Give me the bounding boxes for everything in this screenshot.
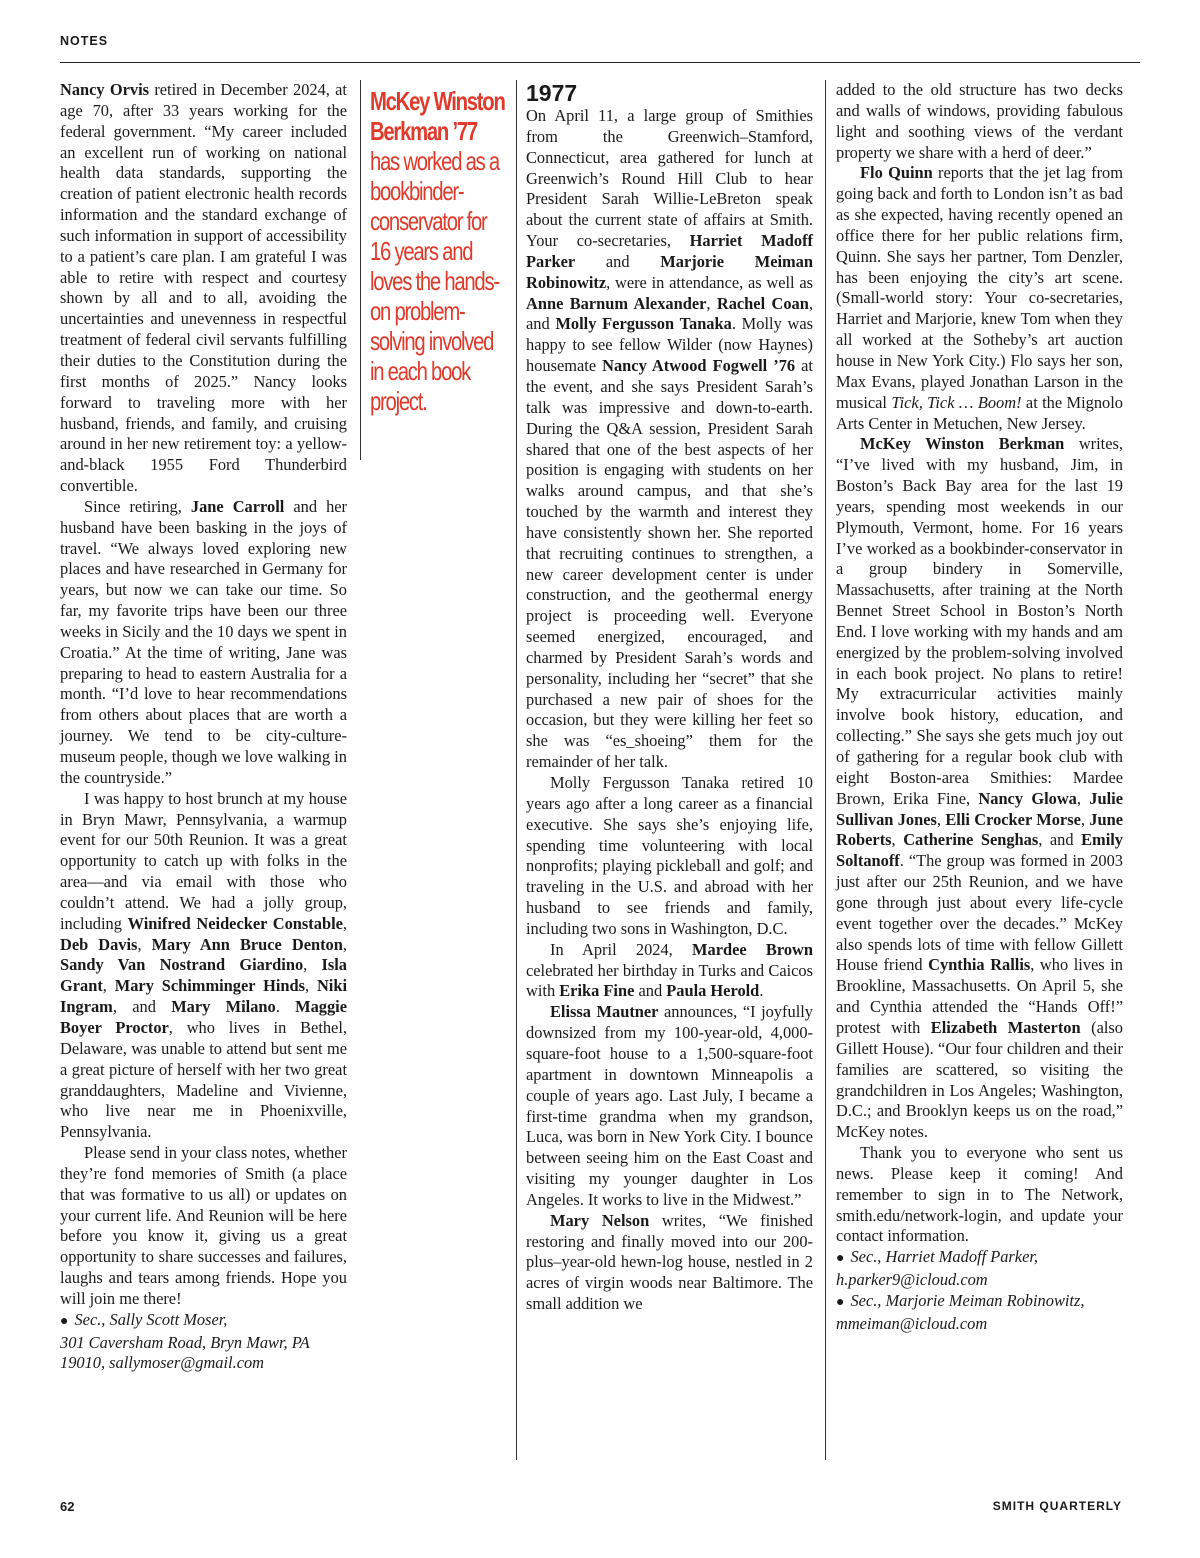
secretary-name: Sec., Marjorie Meiman Robinowitz, xyxy=(850,1290,1085,1310)
name-highlight: Elli Crocker Morse xyxy=(945,809,1081,829)
name-highlight: Catherine Senghas xyxy=(903,830,1039,850)
top-rule xyxy=(60,62,1140,63)
column-3 xyxy=(526,80,813,1315)
secretary-name: Sec., Sally Scott Moser, xyxy=(74,1309,228,1329)
name-highlight: Nancy Orvis xyxy=(60,80,150,99)
text-run: On April 11, a large group of Smithies from the Greenwich–Stamford, Connecticut, area gathered for lunch at Greenwich’s Round Hill Club to hear President Sarah Willie-LeBreton speak about the current state of affairs at Smith. Your co-secretaries, xyxy=(526,106,813,251)
text-run: , xyxy=(706,293,717,313)
paragraph-nancy-orvis xyxy=(60,80,347,497)
text-run: and xyxy=(575,251,661,271)
text-run: , xyxy=(304,976,317,996)
paragraph-mary-nelson-continued xyxy=(836,80,1123,163)
name-highlight: Sandy Van Nostrand Giardino xyxy=(60,955,304,975)
text-run: Molly Fergusson Tanaka retired 10 years ago after a long career as a financial executive. She says she’s enjoying life, spending time volunteering with local nonprofits; playing pickleball and golf; and traveling in the U.S. and abroad with her husband to see friends and family, including two sons in Washington, D.C. xyxy=(526,773,813,938)
paragraph-molly-tanaka xyxy=(526,773,813,940)
name-highlight: Nancy Glowa xyxy=(978,788,1077,808)
paragraph-mardee-brown xyxy=(526,940,813,1003)
text-run: added to the old structure has two decks and walls of windows, providing fabulous light and soothing views of the verdant property we share with a herd of deer.” xyxy=(836,80,1123,162)
name-highlight: Molly Fergusson Tanaka xyxy=(555,314,732,334)
class-year-heading: 1977 xyxy=(526,80,578,106)
text-run: (also Gillett House). “Our four children and their families are scattered, so visiting the grandchildren in Los Angeles; Washington, D.C.; and Brooklyn keeps us on the road,” McKey notes. xyxy=(836,1017,1123,1142)
text-run: Thank you to everyone who sent us news. Please keep it coming! And remember to sign in to The Network, smith.edu/network-login, and update your contact information. xyxy=(836,1143,1123,1246)
name-highlight: Isla Grant xyxy=(60,955,347,996)
text-run: . Molly was happy to see fellow Wilder (now Haynes) housemate xyxy=(526,314,814,376)
secretary-name: Sec., Harriet Madoff Parker, xyxy=(850,1247,1039,1267)
paragraph-brunch xyxy=(60,789,347,1143)
paragraph-mary-nelson xyxy=(526,1211,813,1315)
name-highlight: Flo Quinn xyxy=(860,163,933,183)
paragraph-elissa-mautner xyxy=(526,1002,813,1210)
column-divider xyxy=(360,80,361,460)
name-highlight: Mary Nelson xyxy=(550,1210,650,1230)
pull-quote-body: has worked as a bookbinder-conservator for 16 years and loves the hands-on problem-solving involved in each book project. xyxy=(370,146,499,416)
text-run: In April 2024, xyxy=(550,939,693,959)
text-run: announces, “I joyfully downsized from my 100-year-old, 4,000-square-foot house to a 1,500-square-foot apartment in downtown Minneapolis a couple of years ago. Last July, I became a first-time grandma when my grandson, Luca, was born in New York City. I bounce between seeing him on the East Coast and visiting my younger daughter in Los Angeles. It works to live in the Midwest.” xyxy=(526,1002,813,1209)
name-highlight: Elizabeth Masterton xyxy=(930,1017,1081,1037)
name-highlight: Paula Herold xyxy=(666,981,760,1001)
text-run: . “The group was formed in 2003 just after our 25th Reunion, and we have gone through just about every life-cycle event together over the decades.” McKey also spends lots of time with fellow Gillett House friend xyxy=(836,851,1123,975)
name-highlight: Cynthia Rallis xyxy=(928,955,1031,975)
name-highlight: Niki Ingram xyxy=(60,976,347,1017)
text-run: , xyxy=(342,913,348,933)
name-highlight: Mary Ann Bruce Denton xyxy=(151,934,343,954)
name-highlight: Jane Carroll xyxy=(190,496,285,516)
pull-quote-name: McKey Winston Berkman ’77 xyxy=(370,86,505,146)
text-run: . xyxy=(759,981,764,1001)
paragraph-jane-carroll xyxy=(60,497,347,789)
name-highlight: McKey Winston Berkman xyxy=(860,434,1065,454)
paragraph-flo-quinn xyxy=(836,163,1123,434)
name-highlight: Anne Barnum Alexander xyxy=(526,293,707,313)
text-run: at the Mignolo Arts Center in Metuchen, New Jersey. xyxy=(836,392,1123,433)
secretary-address: 301 Caversham Road, Bryn Mawr, PA 19010, sallymoser@gmail.com xyxy=(60,1332,310,1373)
secretary-sally-moser xyxy=(60,1310,347,1375)
secretary-harriet-parker xyxy=(836,1247,1123,1291)
name-highlight: Emily Soltanoff xyxy=(836,830,1123,871)
section-label: NOTES xyxy=(60,34,109,48)
secretary-email: mmeiman@icloud.com xyxy=(836,1313,988,1333)
bullet-icon: ● xyxy=(836,1251,845,1267)
name-highlight: Rachel Coan xyxy=(716,293,809,313)
name-highlight: Maggie Boyer Proctor xyxy=(60,997,347,1037)
name-highlight: Marjorie Meiman Robinowitz xyxy=(526,251,813,292)
pull-quote xyxy=(370,86,510,416)
name-highlight: Harriet Madoff Parker xyxy=(526,231,813,271)
text-run: , xyxy=(137,934,152,954)
text-run: writes, “I’ve lived with my husband, Jim, in Boston’s Back Bay area for the last 19 years, spending most weekends in our Plymouth, Vermont, home. For 16 years I’ve worked as a bookbinder-conservator in a group bindery in Somerville, Massachusetts, after training at the North Bennet Street School in Boston’s North End. I love working with my hands and am energized by the problem-solving involved in each book project. No plans to retire! My extracurricular activities mainly involve book history, education, and collecting.” She says she gets much joy out of gathering for a regular book club with eight Boston-area Smithies: Mardee Brown, Erika Fine, xyxy=(836,434,1123,808)
text-run: Please send in your class notes, whether they’re fond memories of Smith (a place that was formative to us all) or updates on your current life. And Reunion will be here before you know it, giving us a great opportunity to share successes and failures, laughs and tears among friends. Hope you will join me there! xyxy=(60,1143,347,1308)
text-run: retired in December 2024, at age 70, after 33 years working for the federal government. “My career included an excellent run of working on national health data standards, supporting the creation of patient electronic health records information and the standard exchange of such information in support of accessibility to a patient’s care plan. I am grateful I was able to retire with respect and courtesy shown by all and to all, avoiding the uncertainties and unevenness in respectful treatment of federal civil servants fulfilling their duties to the Constitution during the first months of 2025.” Nancy looks forward to traveling more with her husband, friends, and family, and cruising around in her new retirement toy: a yellow-and-black 1955 Ford Thunderbird convertible. xyxy=(60,80,347,496)
column-divider xyxy=(516,80,517,1460)
text-run: , xyxy=(936,809,946,829)
bullet-icon: ● xyxy=(836,1294,845,1310)
column-divider xyxy=(825,80,826,1460)
text-run: writes, “We finished restoring and finally moved into our 200-plus–year-old hewn-log house, nestled in 2 acres of virgin woods near Baltimore. The small addition we xyxy=(526,1210,813,1314)
text-run: and xyxy=(634,981,667,1001)
text-run: . xyxy=(275,997,296,1017)
text-run: and her husband have been basking in the joys of travel. “We always loved exploring new places and have researched in Germany for years, but now we can take our time. So far, my favorite trips have been our three weeks in Sicily and the 10 days we spent in Croatia.” At the time of writing, Jane was preparing to head to eastern Australia for a month. “I’d love to hear recommendations from others about places that are worth a journey. We tend to be city-culture-museum people, though we love walking in the countryside.” xyxy=(60,496,348,787)
name-highlight: Nancy Atwood Fogwell ’76 xyxy=(602,356,796,376)
column-4 xyxy=(836,80,1123,1335)
column-1 xyxy=(60,80,347,1374)
text-run: , xyxy=(102,976,115,996)
bullet-icon: ● xyxy=(60,1313,69,1329)
text-run: , were in attendance, as well as xyxy=(606,272,813,292)
name-highlight: Winifred Neidecker Constable xyxy=(127,913,343,933)
text-run: , xyxy=(342,934,347,954)
name-highlight: Julie Sullivan Jones xyxy=(836,788,1123,829)
paragraph-thank-you xyxy=(836,1143,1123,1247)
text-run: I was happy to host brunch at my house in Bryn Mawr, Pennsylvania, a warmup event for our 50th Reunion. It was a great opportunity to catch up with folks in the area—and via email with those who couldn’t attend. We had a jolly group, including xyxy=(60,788,347,933)
text-run: reports that the jet lag from going back and forth to London isn’t as bad as she expected, having recently opened an office there for her public relations firm, Quinn. She says her partner, Tom Denzler, has been enjoying the city’s art scene. (Small-world story: Your co-secretaries, Harriet and Marjorie, knew Tom when they all worked at the Sotheby’s art auction house in New York City.) Flo says her son, Max Evans, played Jonathan Larson in the musical xyxy=(836,163,1123,412)
name-highlight: Deb Davis xyxy=(60,934,138,954)
text-run: , and xyxy=(112,997,172,1017)
name-highlight: Mary Schimminger Hinds xyxy=(114,976,305,996)
name-highlight: Elissa Mautner xyxy=(550,1002,659,1022)
paragraph-class-notes-request xyxy=(60,1143,347,1310)
text-run: , xyxy=(303,955,322,975)
text-run: , who lives in Brookline, Massachusetts. On April 5, she and Cynthia attended the “Hands Off!” protest with xyxy=(836,955,1123,1037)
text-run: , who lives in Bethel, Delaware, was unable to attend but sent me a great picture of herself with her two great granddaughters, Madeline and Vivienne, who live near me in Phoenixville, Pennsylvania. xyxy=(60,1017,347,1142)
text-run: at the event, and she says President Sarah’s talk was impressive and down-to-earth. During the Q&A session, President Sarah shared that one of the best aspects of her position is engaging with students on her walks around campus, and that she’s touched by the warmth and interest they have consistently shown her. She reported that recruiting continues to strengthen, a new career development center is under construction, and the geothermal energy project is proceeding well. Everyone seemed energized, encouraged, and charmed by President Sarah’s words and personality, including her “secret” that she purchased a new pair of shoes for the occasion, but they were killing her feet so she was “es_shoeing” them for the remainder of her talk. xyxy=(526,356,813,772)
page-number: 62 xyxy=(60,1499,75,1514)
text-run: , xyxy=(1076,788,1090,808)
text-run: Since retiring, xyxy=(84,496,191,516)
secretary-email: h.parker9@icloud.com xyxy=(836,1270,988,1290)
text-run: , xyxy=(1080,809,1090,829)
text-run: , xyxy=(891,830,904,850)
text-run: , and xyxy=(1038,830,1082,850)
title-italic: Tick, Tick … Boom! xyxy=(891,392,1022,412)
name-highlight: June Roberts xyxy=(836,809,1123,850)
publication-name: SMITH QUARTERLY xyxy=(992,1499,1122,1513)
paragraph-president-lunch xyxy=(526,106,813,773)
secretary-marjorie-robinowitz xyxy=(836,1291,1123,1335)
name-highlight: Mary Milano xyxy=(171,997,276,1017)
name-highlight: Erika Fine xyxy=(559,981,635,1001)
text-run: , and xyxy=(526,293,813,334)
paragraph-mckey-berkman xyxy=(836,434,1123,1143)
name-highlight: Mardee Brown xyxy=(692,939,813,959)
text-run: celebrated her birthday in Turks and Caicos with xyxy=(526,960,813,1001)
